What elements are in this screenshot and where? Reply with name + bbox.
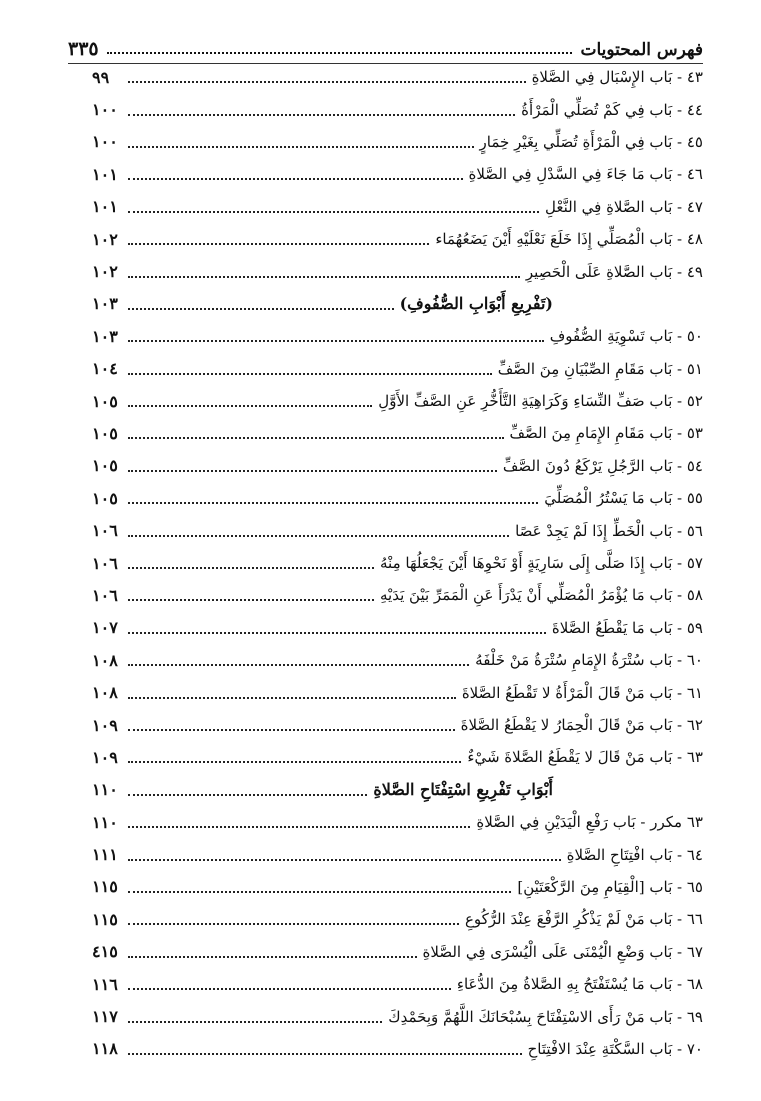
entry-text: ٦٧ - بَاب وَضْعِ الْيُمْنَى عَلَى الْيُسْرَى فِي الصَّلاةِ <box>422 942 703 961</box>
leader-dots <box>128 956 417 958</box>
entry-page-number: ١٠٥ <box>92 456 118 476</box>
header-title: فهرس المحتويات <box>580 40 703 60</box>
entry-page-number: ١٠٩ <box>92 747 118 767</box>
toc-entry <box>92 126 703 158</box>
leader-dots <box>128 81 526 83</box>
entry-page-number: ١٠٦ <box>92 553 118 573</box>
leader-dots <box>128 891 511 893</box>
entry-page-number: ١٠٤ <box>92 359 118 379</box>
entry-page-number: ١١٠ <box>92 812 118 832</box>
entry-page-number: ١٠٥ <box>92 391 118 411</box>
leader-dots <box>128 437 504 439</box>
toc-entry <box>92 936 703 968</box>
toc-section-heading <box>92 288 703 320</box>
toc-entry <box>92 709 703 741</box>
entry-text: ٦٥ - بَاب [الْقِيَامِ مِنَ الرَّكْعَتَيْنِ] <box>517 877 703 896</box>
leader-dots <box>128 114 515 116</box>
entry-page-number: ١١١ <box>92 845 118 865</box>
toc-entry <box>92 353 703 385</box>
toc-entry <box>92 871 703 903</box>
toc-list <box>92 61 703 1065</box>
entry-text: ٤٩ - بَاب الصَّلاةِ عَلَى الْحَصِيرِ <box>525 262 703 281</box>
entry-page-number: ١١٥ <box>92 909 118 929</box>
entry-text: ٤٨ - بَاب الْمُصَلِّي إِذَا خَلَعَ نَعْلَيْهِ أَيْنَ يَضَعُهُمَاء <box>435 230 703 249</box>
entry-page-number: ١٠٥ <box>92 423 118 443</box>
toc-entry <box>92 1000 703 1032</box>
entry-page-number: ١٠١ <box>92 197 118 217</box>
toc-entry <box>92 191 703 223</box>
entry-page-number: ٩٩ <box>92 67 110 87</box>
entry-page-number: ١١٨ <box>92 1039 118 1059</box>
entry-page-number: ١٠٩ <box>92 715 118 735</box>
leader-dots <box>128 146 474 148</box>
entry-page-number: ١١٧ <box>92 1007 118 1027</box>
leader-dots <box>128 276 520 278</box>
entry-page-number: ١١٥ <box>92 877 118 897</box>
entry-text: ٥٦ - بَاب الْخَطِّ إِذَا لَمْ يَجِدْ عَصًا <box>515 521 703 540</box>
entry-text: ٦١ - بَاب مَنْ قَالَ الْمَرْأَةُ لا تَقْطَعُ الصَّلاةَ <box>461 683 703 702</box>
leader-dots <box>128 373 492 375</box>
entry-text: ٥٨ - بَاب مَا يُؤْمَرُ الْمُصَلِّي أَنْ يَدْرَأَ عَنِ الْمَمَرِّ بَيْنَ يَدَيْهِ <box>380 586 703 605</box>
leader-dots <box>128 599 374 601</box>
entry-text: ٥٧ - بَاب إِذَا صَلَّى إِلَى سَارِيَةٍ أَوْ نَحْوِهَا أَيْنَ يَجْعَلُهَا مِنْهُ <box>380 554 703 573</box>
entry-text: ٥٤ - بَاب الرَّجُلِ يَرْكَعُ دُونَ الصَّفِّ <box>502 456 703 475</box>
page-header <box>68 28 703 60</box>
entry-text: ٤٤ - بَاب فِي كَمْ تُصَلِّي الْمَرْأَةُ <box>521 100 703 119</box>
toc-entry <box>92 93 703 125</box>
entry-text: ٥٩ - بَاب مَا يَقْطَعُ الصَّلاةَ <box>551 618 703 637</box>
toc-entry <box>92 417 703 449</box>
leader-dots <box>128 923 459 925</box>
entry-text: ٦٨ - بَاب مَا يُسْتَفْتَحُ بِهِ الصَّلاةُ مِنَ الدُّعَاءِ <box>456 975 703 994</box>
entry-page-number: ١٠٦ <box>92 521 118 541</box>
entry-text: ٥٣ - بَاب مَقَامِ الإِمَامِ مِنَ الصَّفِّ <box>509 424 703 443</box>
entry-text: ٦٢ - بَاب مَنْ قَالَ الْحِمَارُ لا يَقْطَعُ الصَّلاةَ <box>460 716 703 734</box>
header-page-number: ٣٣٥ <box>68 38 99 60</box>
leader-dots <box>128 405 372 407</box>
leader-dots <box>128 535 509 537</box>
entry-page-number: ١٠٥ <box>92 488 118 508</box>
toc-section-heading <box>92 774 703 806</box>
leader-dots <box>128 794 367 796</box>
toc-entry <box>92 547 703 579</box>
entry-text: ٥٢ - بَاب صَفِّ النِّسَاءِ وَكَرَاهِيَةِ التَّأَخُّرِ عَنِ الصَّفِّ الأَوَّلِ <box>378 392 703 411</box>
header-leader-dots <box>107 52 573 54</box>
toc-entry <box>92 644 703 676</box>
entry-page-number: ١٠٦ <box>92 585 118 605</box>
toc-entry <box>92 385 703 417</box>
toc-entry <box>92 158 703 190</box>
toc-entry <box>92 676 703 708</box>
leader-dots <box>128 697 456 699</box>
leader-dots <box>128 664 469 666</box>
section-heading-text: (تَفْرِيعِ أَبْوَابِ الصُّفُوفِ) <box>399 294 553 314</box>
leader-dots <box>128 567 374 569</box>
entry-text: ٤٦ - بَاب مَا جَاءَ فِي السَّدْلِ فِي الصَّلاةِ <box>468 165 703 184</box>
leader-dots <box>128 859 561 861</box>
entry-page-number: ١٠٨ <box>92 683 118 703</box>
leader-dots <box>128 632 546 634</box>
toc-entry <box>92 968 703 1000</box>
toc-entry <box>92 61 703 93</box>
entry-page-number: ١٠٣ <box>92 294 118 314</box>
entry-page-number: ١٠٠ <box>92 100 118 120</box>
toc-entry <box>92 223 703 255</box>
entry-text: ٦٤ - بَاب افْتِتَاحِ الصَّلاةِ <box>566 845 703 864</box>
entry-text: ٦٦ - بَاب مَنْ لَمْ يَذْكُرِ الرَّفْعَ عِنْدَ الرُّكُوعِ <box>464 910 703 929</box>
entry-page-number: ١٠٣ <box>92 326 118 346</box>
entry-text: ٥١ - بَاب مَقَامِ الصِّبْيَانِ مِنَ الصَّفِّ <box>497 359 703 378</box>
entry-text: ٤٣ - بَاب الإِسْبَال فِي الصَّلاةِ <box>531 68 703 87</box>
entry-page-number: ١٠٢ <box>92 229 118 249</box>
leader-dots <box>128 243 429 245</box>
entry-page-number: ١٠٨ <box>92 650 118 670</box>
leader-dots <box>128 826 470 828</box>
leader-dots <box>128 761 461 763</box>
leader-dots <box>128 470 497 472</box>
leader-dots <box>128 1021 382 1023</box>
entry-page-number: ١٠٧ <box>92 618 118 638</box>
toc-entry <box>92 482 703 514</box>
entry-text: ٦٩ - بَاب مَنْ رَأَى الاسْتِفْتَاحَ بِسُبْحَانَكَ اللَّهُمَّ وَبِحَمْدِكَ <box>388 1007 703 1026</box>
entry-text: ٥٠ - بَاب تَسْوِيَةِ الصُّفُوفِ <box>549 327 703 346</box>
toc-entry <box>92 612 703 644</box>
leader-dots <box>128 340 544 342</box>
entry-page-number: ١٠٠ <box>92 132 118 152</box>
leader-dots <box>128 988 451 990</box>
entry-page-number: ٤١٥ <box>92 942 118 962</box>
entry-text: ٦٠ - بَاب سُتْرَةُ الإِمَامِ سُتْرَةُ مَنْ خَلْفَهُ <box>475 651 703 670</box>
entry-page-number: ١٠١ <box>92 164 118 184</box>
entry-text: ٥٥ - بَاب مَا يَسْتُرُ الْمُصَلِّيَ <box>544 489 703 508</box>
leader-dots <box>128 729 455 731</box>
section-heading-text: أَبْوَابِ تَفْرِيعِ اسْتِفْتَاحِ الصَّلاةِ <box>373 780 553 800</box>
toc-entry <box>92 806 703 838</box>
toc-entry <box>92 741 703 773</box>
entry-text: ٧٠ - بَاب السَّكْتَةِ عِنْدَ الافْتِتَاحِ <box>527 1039 703 1058</box>
leader-dots <box>128 502 538 504</box>
toc-entry <box>92 1033 703 1065</box>
entry-text: ٦٣ - بَاب مَنْ قَالَ لا يَقْطَعُ الصَّلاةَ شَيْءٌ <box>467 748 703 767</box>
entry-text: ٤٧ - بَاب الصَّلاةِ فِي النَّعْلِ <box>545 197 703 216</box>
toc-entry <box>92 320 703 352</box>
entry-page-number: ١٠٢ <box>92 262 118 282</box>
toc-entry <box>92 514 703 546</box>
entry-text: ٤٥ - بَاب فِي الْمَرْأَةِ تُصَلِّي بِغَيْرِ خِمَارٍ <box>479 132 703 151</box>
leader-dots <box>128 308 394 310</box>
entry-text: ٦٣ مكرر - بَاب رَفْعِ الْيَدَيْنِ فِي الصَّلاةِ <box>476 813 703 832</box>
toc-entry <box>92 579 703 611</box>
toc-entry <box>92 838 703 870</box>
leader-dots <box>128 178 463 180</box>
toc-entry <box>92 450 703 482</box>
toc-entry <box>92 255 703 287</box>
entry-page-number: ١١٦ <box>92 974 118 994</box>
leader-dots <box>128 1053 522 1055</box>
entry-page-number: ١١٠ <box>92 780 118 800</box>
toc-entry <box>92 903 703 935</box>
leader-dots <box>128 211 539 213</box>
